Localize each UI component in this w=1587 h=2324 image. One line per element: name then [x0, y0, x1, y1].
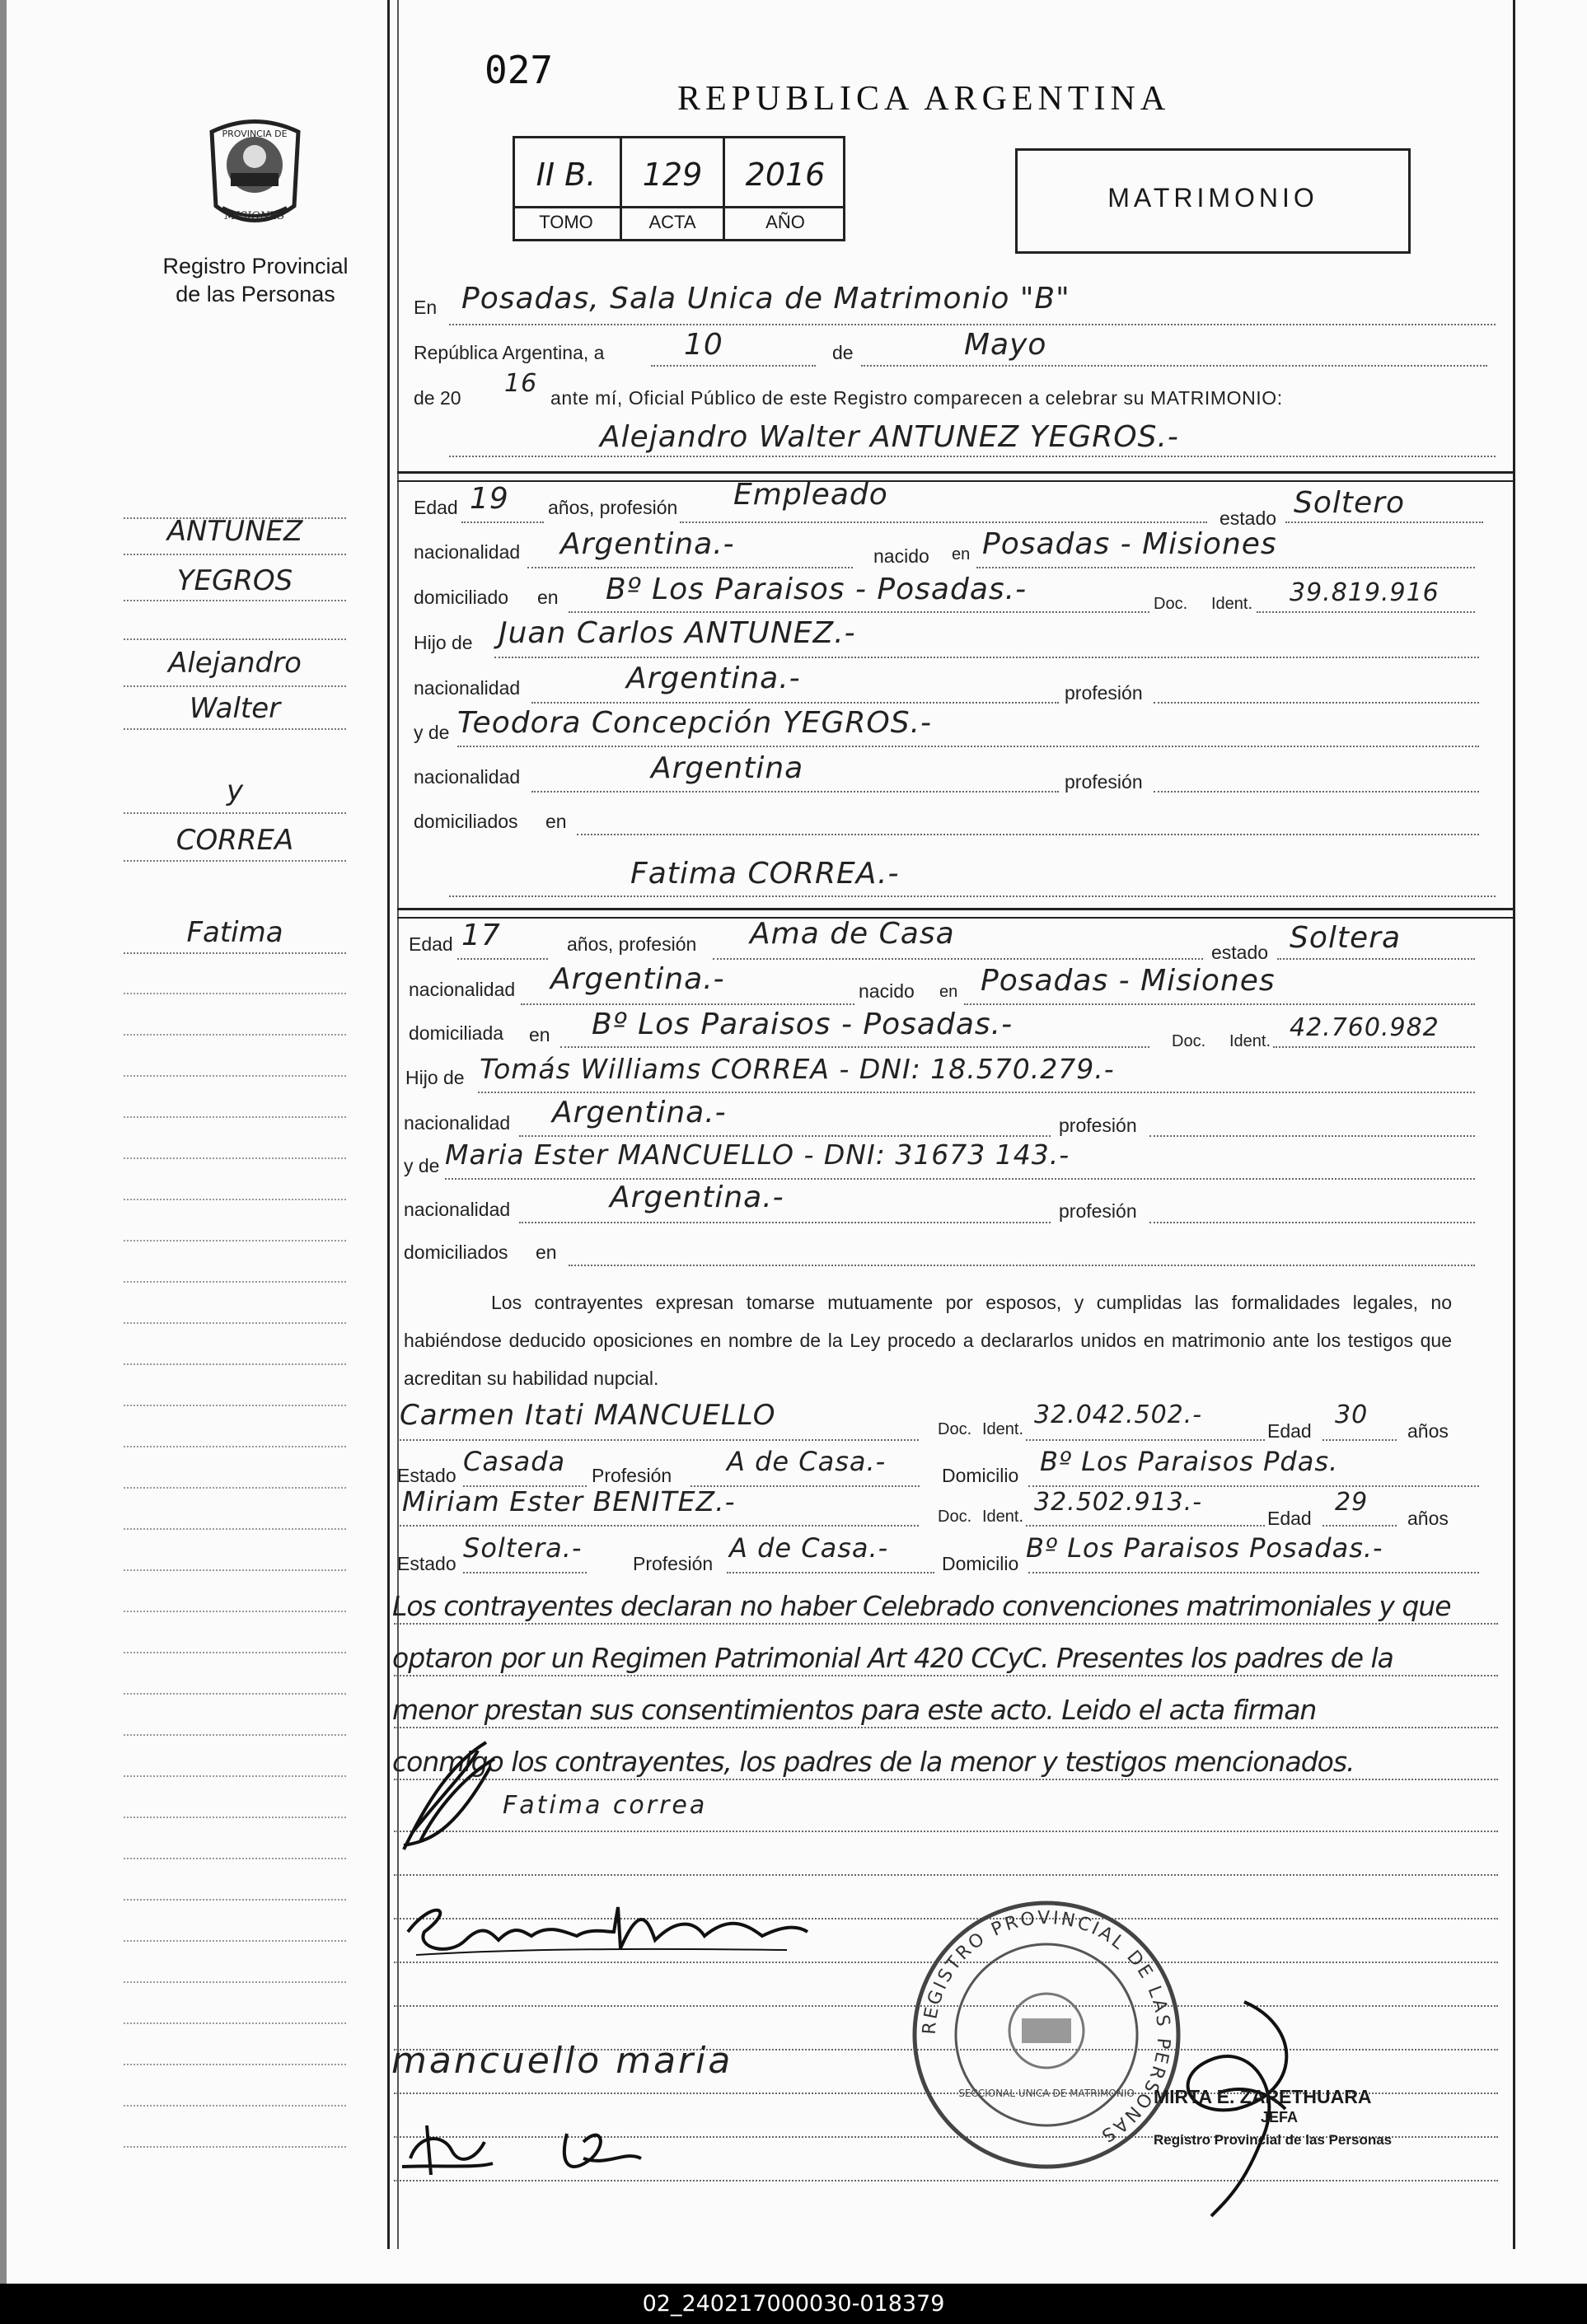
groom-name-line [449, 456, 1496, 457]
bride-doc-label: Doc. [1172, 1032, 1206, 1050]
sidebar-rule [124, 554, 346, 555]
witness-1-domicilio-line [1028, 1485, 1479, 1487]
groom-profession-line [680, 521, 1207, 523]
groom-father-profesion-label: profesión [1065, 682, 1143, 704]
witness-1-profesion: A de Casa.- [727, 1446, 887, 1477]
groom-doc-number: 39.819.916 [1290, 578, 1440, 607]
sidebar-rule [124, 1899, 346, 1901]
witness-2-edad-label: Edad [1267, 1508, 1312, 1529]
sidebar-rule [124, 1240, 346, 1241]
sidebar-given-2: Walter [189, 692, 281, 725]
groom-domiciliados-label: domiciliados [414, 811, 518, 832]
bride-age-line [457, 958, 548, 960]
notes-line-4: conmigo los contrayentes, los padres de la menor y testigos mencionados. [392, 1746, 1355, 1778]
groom-nationality-line [527, 567, 853, 568]
sidebar-rule [124, 1405, 346, 1406]
bride-doc-line [1273, 1046, 1475, 1048]
groom-birthplace: Posadas - Misiones [982, 527, 1277, 561]
groom-father-nationality-line [531, 702, 1059, 704]
notes-line-1: Los contrayentes declaran no haber Celebrado convenciones matrimoniales y que [392, 1590, 1451, 1622]
groom-civil-state: Soltero [1294, 486, 1405, 520]
month-line [861, 365, 1487, 367]
bride-civil-state: Soltera [1290, 921, 1402, 955]
notes-line-3: menor prestan sus consentimientos para este acto. Leido el acta firman [392, 1694, 1317, 1726]
groom-doc-line [1257, 611, 1475, 613]
witness-1-anios-label: años [1407, 1420, 1449, 1442]
witness-1-estado: Casada [463, 1446, 566, 1477]
province-emblem [199, 115, 311, 235]
witness-1-doc-line [1026, 1439, 1265, 1441]
sidebar-rule [124, 993, 346, 994]
bride-domicilio-en-label: en [529, 1024, 550, 1045]
bride-mother-profesion-label: profesión [1059, 1200, 1137, 1222]
witness-2-anios-label: años [1407, 1508, 1449, 1529]
witness-2-name: Miriam Ester BENITEZ.- [402, 1485, 736, 1517]
bride-nacido-label: nacido [859, 980, 915, 1002]
witness-2-domicilio: Bº Los Paraisos Posadas.- [1026, 1532, 1383, 1564]
sidebar-rule [124, 1075, 346, 1077]
witness-2-profesion-label: Profesión [633, 1553, 714, 1574]
bride-mother-profession-line [1149, 1222, 1475, 1223]
sidebar-conjunction: y [226, 774, 244, 807]
groom-y-de-label: y de [414, 722, 450, 743]
anio-label: AÑO [765, 212, 805, 232]
official-registry: Registro Provincial de las Personas [1154, 2132, 1393, 2148]
witness-2-doc-line [1026, 1525, 1265, 1527]
emblem-top-text: PROVINCIA DE [222, 129, 288, 139]
bride-edad-label: Edad [409, 933, 453, 955]
bride-mother-nacionalidad-label: nacionalidad [404, 1199, 511, 1220]
signature-line [394, 1874, 1498, 1876]
groom-estado-line [1285, 521, 1483, 523]
anio-value: 2016 [745, 157, 826, 193]
groom-doc-label: Doc. [1154, 595, 1188, 613]
bride-signature: Fatima correa [503, 1791, 708, 1820]
sidebar-rule [124, 812, 346, 814]
bride-address-line [560, 1046, 1149, 1048]
bride-father: Tomás Williams CORREA - DNI: 18.570.279.- [480, 1053, 1115, 1085]
bride-mother-nationality: Argentina.- [610, 1181, 784, 1214]
sidebar-rule [124, 1775, 346, 1777]
groom-mother-profesion-label: profesión [1065, 771, 1143, 793]
bride-father-profesion-label: profesión [1059, 1115, 1137, 1136]
sidebar-rule [124, 2022, 346, 2024]
groom-mother-nacionalidad-label: nacionalidad [414, 766, 521, 788]
bride-nacionalidad-label: nacionalidad [409, 979, 516, 1000]
witness-2-doc-label: Doc. [938, 1508, 972, 1526]
sidebar-rule [124, 600, 346, 601]
bride-parents-address-line [569, 1265, 1475, 1266]
sidebar-surname-2: YEGROS [176, 564, 293, 597]
bride-en-label: en [939, 983, 958, 1001]
groom-nationality: Argentina.- [560, 527, 735, 561]
witness-2-profesion-line [727, 1572, 934, 1573]
groom-profession: Empleado [733, 478, 888, 512]
bride-section-rule-top [397, 908, 1513, 910]
groom-age: 19 [470, 482, 509, 516]
groom-age-line [461, 521, 544, 523]
sidebar-rule [124, 1569, 346, 1571]
sidebar-rule [124, 1363, 346, 1365]
bride-profession-line [713, 958, 1203, 960]
sidebar-rule [124, 1487, 346, 1489]
sidebar-surname-1: ANTUNEZ [166, 515, 303, 548]
bride-name-line [449, 895, 1496, 897]
tomo-label: TOMO [539, 212, 593, 232]
groom-nacionalidad-label: nacionalidad [414, 541, 521, 563]
witness-2-estado-label: Estado [397, 1553, 456, 1574]
republica-label: República Argentina, a [414, 342, 605, 363]
groom-mother-profession-line [1154, 791, 1479, 793]
left-margin-rule [387, 0, 390, 2249]
groom-mother: Teodora Concepción YEGROS.- [457, 706, 933, 740]
seal-inner-text: SECCIONAL UNICA DE MATRIMONIO [958, 2088, 1135, 2099]
witness-1-estado-label: Estado [397, 1465, 456, 1486]
bride-father-nacionalidad-label: nacionalidad [404, 1112, 511, 1134]
witness-1-ident-label: Ident. [982, 1420, 1024, 1438]
groom-section-rule-top [397, 471, 1513, 474]
sidebar-rule [124, 1981, 346, 1983]
sidebar-rule [124, 1693, 346, 1695]
binding-edge [0, 0, 7, 2284]
groom-father-line [494, 657, 1479, 658]
sidebar-rule [124, 1034, 346, 1036]
witness-1-name-line [400, 1439, 919, 1441]
witness-2-doc-number: 32.502.913.- [1034, 1488, 1203, 1517]
signature-line [394, 1831, 1498, 1832]
sidebar-rule [124, 1652, 346, 1653]
witness-1-profesion-label: Profesión [592, 1465, 672, 1486]
father-signature [400, 1891, 812, 1965]
bride-estado-label: estado [1211, 942, 1269, 963]
groom-father-nationality: Argentina.- [626, 662, 801, 695]
witness-2-ident-label: Ident. [982, 1508, 1024, 1526]
sidebar-rule [124, 2064, 346, 2065]
acta-value: 129 [642, 157, 703, 193]
groom-domicilio-en-label: en [537, 587, 559, 608]
groom-father: Juan Carlos ANTUNEZ.- [499, 616, 856, 650]
bride-birthplace-line [964, 1003, 1475, 1005]
witness-1-edad-label: Edad [1267, 1420, 1312, 1442]
witness-signatures [394, 2109, 658, 2183]
sidebar-given-1: Alejandro [168, 647, 302, 680]
acta-label: ACTA [648, 212, 696, 232]
witness-2-estado: Soltera.- [463, 1532, 583, 1564]
sidebar-rule [124, 1281, 346, 1283]
sidebar-rule [124, 952, 346, 954]
bride-mother: Maria Ester MANCUELLO - DNI: 31673 143.- [445, 1139, 1070, 1171]
sidebar-rule [124, 728, 346, 730]
day-value: 10 [684, 328, 723, 362]
witness-1-doc-number: 32.042.502.- [1034, 1400, 1203, 1429]
tomo-value: II B. [536, 157, 597, 193]
groom-father-profession-line [1154, 702, 1479, 704]
groom-mother-nationality-line [531, 791, 1059, 793]
witness-2-profesion: A de Casa.- [729, 1532, 889, 1564]
groom-edad-label: Edad [414, 497, 458, 518]
groom-father-nacionalidad-label: nacionalidad [414, 677, 521, 699]
groom-domiciliados-en-label: en [545, 811, 567, 832]
groom-address-line [569, 611, 1149, 613]
witness-2-domicilio-line [1028, 1572, 1479, 1573]
bride-estado-line [1277, 958, 1475, 960]
bride-section-rule-bottom [397, 917, 1513, 919]
sidebar-rule [124, 1858, 346, 1859]
bride-domiciliados-label: domiciliados [404, 1241, 508, 1263]
groom-mother-nationality: Argentina [651, 751, 804, 785]
bride-father-nationality: Argentina.- [552, 1096, 727, 1129]
witness-2-estado-line [463, 1572, 587, 1573]
official-name: MIRTA E. ZARETHUARA [1154, 2086, 1372, 2107]
groom-signature [387, 1734, 511, 1858]
groom-parents-address-line [577, 834, 1479, 835]
declaration-text: Los contrayentes expresan tomarse mutuamente por esposos, y cumplidas las formalidades legales, no habiéndose deducido oposiciones en nombre de la Ley procedo a declararlos unidos en matrimonio ante los testigos que acreditan su habilidad nupcial. [404, 1292, 1452, 1389]
witness-2-age-line [1322, 1525, 1397, 1527]
groom-ident-label: Ident. [1211, 595, 1253, 613]
sidebar-surname-3: CORREA [176, 824, 294, 857]
witness-2-name-line [400, 1525, 919, 1527]
year-prefix: de 20 [414, 387, 461, 409]
place-line [449, 324, 1496, 325]
groom-hijo-de-label: Hijo de [414, 632, 473, 653]
place-value: Posadas, Sala Unica de Matrimonio "B" [461, 282, 1070, 316]
year-suffix: 16 [504, 369, 538, 398]
image-id-footer: 02_240217000030-018379 [0, 2284, 1587, 2324]
official-signature [1137, 1994, 1335, 2224]
folio-number: 027 [485, 48, 554, 92]
sidebar-given-3: Fatima [186, 916, 283, 949]
groom-domiciliado-label: domiciliado [414, 587, 509, 608]
witness-1-domicilio-label: Domicilio [942, 1465, 1019, 1486]
sidebar-rule [124, 1734, 346, 1736]
sidebar-rule [124, 638, 346, 640]
groom-section-rule-bottom [397, 480, 1513, 482]
bride-birthplace: Posadas - Misiones [981, 964, 1276, 998]
bride-y-de-label: y de [404, 1155, 440, 1176]
bride-mother-nationality-line [519, 1222, 1051, 1223]
day-line [651, 365, 816, 367]
month-value: Mayo [964, 328, 1047, 362]
mother-signature: mancuello maria [391, 2040, 733, 2082]
official-title: JEFA [1261, 2109, 1299, 2125]
bride-nationality-line [521, 1003, 854, 1005]
bride-hijo-de-label: Hijo de [405, 1067, 465, 1088]
act-type: MATRIMONIO [1107, 183, 1318, 213]
witness-1-age-line [1322, 1439, 1397, 1441]
witness-1-age: 30 [1335, 1400, 1369, 1429]
seal-ring-text: REGISTRO PROVINCIAL DE LAS PERSONAS [919, 1907, 1174, 2147]
groom-address: Bº Los Paraisos - Posadas.- [606, 573, 1028, 606]
bride-doc-number: 42.760.982 [1290, 1013, 1440, 1042]
bride-domiciliada-label: domiciliada [409, 1022, 504, 1044]
record-left-border [397, 0, 399, 2249]
witness-1-domicilio: Bº Los Paraisos Pdas. [1040, 1446, 1339, 1477]
witness-2-age: 29 [1335, 1488, 1369, 1517]
registry-name: Registro Provincial de las Personas [162, 254, 349, 306]
notes-line-2: optaron por un Regimen Patrimonial Art 420 CCyC. Presentes los padres de la [392, 1642, 1393, 1674]
sidebar-rule [124, 685, 346, 687]
bride-ident-label: Ident. [1229, 1032, 1271, 1050]
sidebar-rule [124, 1940, 346, 1942]
emblem-bottom-text: MISIONES [224, 210, 285, 222]
bride-address: Bº Los Paraisos - Posadas.- [592, 1008, 1014, 1041]
bride-anios-profesion-label: años, profesión [567, 933, 697, 955]
groom-mother-line [457, 746, 1479, 747]
groom-nacido-label: nacido [873, 545, 929, 567]
sidebar-rule [124, 1322, 346, 1324]
groom-birthplace-line [976, 567, 1475, 568]
bride-full-name: Fatima CORREA.- [630, 857, 900, 891]
sidebar-rule [124, 2105, 346, 2107]
witness-1-doc-label: Doc. [938, 1420, 972, 1438]
country-header: REPUBLICA ARGENTINA [677, 80, 1171, 118]
groom-anios-profesion-label: años, profesión [548, 497, 678, 518]
sidebar-rule [124, 1446, 346, 1447]
de-label: de [832, 342, 854, 363]
sidebar-rule [124, 2146, 346, 2148]
bride-age: 17 [461, 919, 501, 952]
sidebar-rule [124, 1611, 346, 1612]
groom-estado-label: estado [1220, 507, 1277, 529]
right-margin-rule [1513, 0, 1515, 2249]
bride-father-line [478, 1092, 1475, 1093]
witness-1-name: Carmen Itati MANCUELLO [400, 1399, 776, 1432]
bride-nationality: Argentina.- [550, 962, 725, 996]
groom-en-label: en [952, 545, 971, 563]
tomo-caption-rule [513, 206, 845, 208]
sidebar-rule [124, 1199, 346, 1200]
bride-father-profession-line [1149, 1135, 1475, 1137]
intro-text: ante mí, Oficial Público de este Registro comparecen a celebrar su MATRIMONIO: [550, 387, 1283, 409]
sidebar-rule [124, 1528, 346, 1530]
en-label: En [414, 297, 438, 318]
sidebar-rule [124, 1157, 346, 1159]
groom-full-name: Alejandro Walter ANTUNEZ YEGROS.- [600, 420, 1179, 454]
bride-mother-line [445, 1178, 1475, 1180]
bride-father-nationality-line [519, 1135, 1051, 1137]
witness-2-domicilio-label: Domicilio [942, 1553, 1019, 1574]
sidebar-rule [124, 1116, 346, 1118]
sidebar-rule [124, 1817, 346, 1818]
bride-profession: Ama de Casa [750, 917, 955, 951]
bride-domiciliados-en-label: en [536, 1241, 557, 1263]
sidebar-rule [124, 860, 346, 862]
